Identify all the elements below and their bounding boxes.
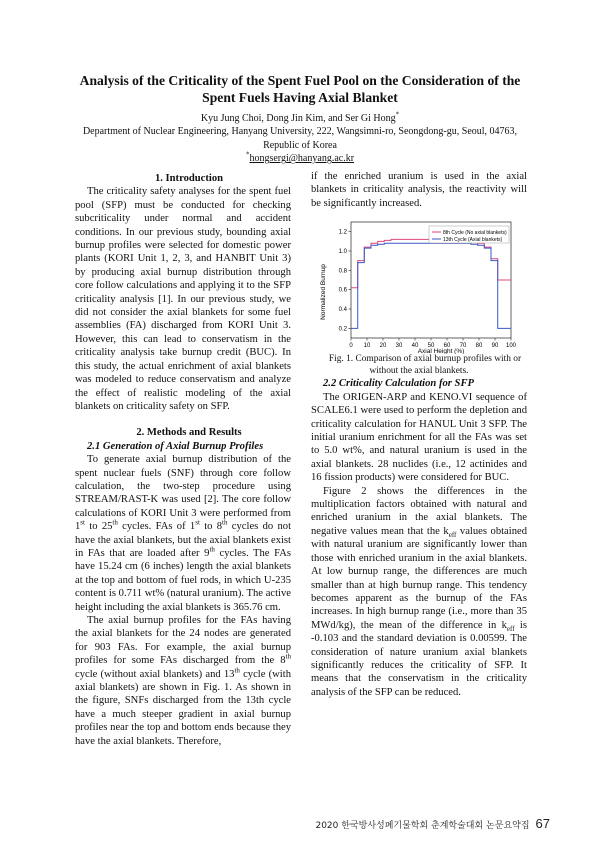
footer-proceedings-title: 2020 한국방사성폐기물학회 춘계학술대회 논문요약집 [315, 821, 530, 831]
x-tick-label: 60 [443, 343, 451, 350]
subsection-heading-2-2: 2.2 Criticality Calculation for SFP [323, 378, 474, 390]
legend-entry: 8th Cycle (No axial blankets) [443, 230, 507, 237]
section-heading-introduction: 1. Introduction [154, 173, 224, 184]
email-link[interactable]: hongsergi@hanyang.ac.kr [249, 153, 355, 165]
affiliation: Department of Nuclear Engineering, Hanyang University, 222, Wangsimni-ro, Seongdong-gu, Seoul, 04763, [82, 126, 518, 138]
x-tick-label: 30 [395, 343, 403, 350]
legend-entry: 13th Cycle (Axial blankets) [443, 237, 503, 244]
series-line-2 [351, 243, 511, 328]
page-footer [300, 816, 550, 831]
page-number: 67 [535, 816, 550, 831]
paragraph-2-2-b: Figure 2 shows the differences in the multiplication factors obtained with natural and enriched uranium in the axial blankets. The negative values mean that the $k_{eff}$ values obtained with natural uranium are significantly lower than those with enriched uranium in the axial blankets. At low burnup range, the differences are much smaller than at high burnup range. This tendency becomes apparent as the burnup of the FAs increases. In high burnup range (i.e., more than 35 MWd/kg), the mean of the difference in $k_{eff}$ is -0.103 and the standard deviation is 0.00599. The consideration of nature uranium axial blankets significantly reduces the criticality of SFP. It means that the conservatism in the criticality analysis of the SFP can be reduced. [311, 485, 527, 698]
title-line-2: Spent Fuels Having Axial Blanket [202, 90, 398, 105]
burnup-profile-chart [311, 214, 527, 354]
email-mark: * [245, 150, 250, 159]
author-names: Kyu Jung Choi, Dong Jin Kim, and Ser Gi Hong [200, 113, 396, 124]
x-tick-label: 80 [475, 343, 483, 350]
y-tick-label: 0.6 [338, 287, 347, 294]
x-tick-label: 10 [363, 343, 371, 350]
paragraph-continued: if the enriched uranium is used in the axial blankets in criticality analysis, the reactivity will be significantly increased. [311, 171, 527, 209]
paragraph-2-1-b: The axial burnup profiles for the FAs having the axial blankets for the 24 nodes are generated for 903 FAs. For example, the axial burnup profiles for some FAs discharged from the 8th cycle (without axial blankets) and 13th cycle (with axial blankets) are shown in Fig. 1. As shown in the figure, SNFs discharged from the 13th cycle have a much steeper gradient in axial burnup profiles near the top and bottom ends because they have the axial blankets. Therefore, [75, 615, 291, 747]
corresponding-mark: * [395, 110, 400, 119]
left-column [75, 172, 291, 748]
y-tick-label: 0.8 [338, 268, 347, 275]
paper-title [60, 72, 540, 106]
x-tick-label: 20 [379, 343, 387, 350]
paragraph-2-2-a: The ORIGEN-ARP and KENO.VI sequence of SCALE6.1 were used to perform the depletion and criticality calculation for HANUL Unit 3 SFP. The initial uranium enrichment for all the FAs was set to 5.0 wt%, and natural uranium is used in the axial blankets. 28 nuclides (i.e., 12 actinides and 16 fission products) were considered for BUC. [311, 391, 527, 484]
y-tick-label: 1.2 [338, 229, 347, 236]
y-tick-label: 0.4 [338, 307, 347, 314]
series-line-1 [351, 240, 511, 288]
affiliation-country: Republic of Korea [263, 139, 337, 151]
x-tick-label: 0 [349, 343, 353, 350]
y-tick-label: 0.2 [338, 326, 347, 333]
section-heading-methods: 2. Methods and Results [136, 427, 242, 439]
figure-1-chart [311, 214, 527, 354]
figure-1-caption: Fig. 1. Comparison of axial burnup profiles with or without the axial blankets. [328, 354, 522, 376]
right-column [311, 170, 527, 699]
x-tick-label: 90 [491, 343, 499, 350]
author-block [40, 112, 560, 166]
title-line-1: Analysis of the Criticality of the Spent Fuel Pool on the Consideration of the [79, 73, 521, 88]
paragraph-2-1-a: To generate axial burnup distribution of the spent nuclear fuels (SNF) through core follow calculation, the two-step procedure using STREAM/RAST-K was used [2]. The core follow calculations of KORI Unit 3 were performed from 1st to 25th cycles. FAs of 1st to 8th cycles do not have the axial blankets, but the axial blankets exist in FAs that are loaded after 9th cycles. The FAs have 15.24 cm (6 inches) length the axial blankets at the top and bottom of fuel rods, in which U-235 content is 0.711 wt% (natural uranium). The active height including the axial blankets is 365.76 cm. [75, 454, 292, 613]
x-tick-label: 40 [411, 343, 419, 350]
subsection-heading-2-1: 2.1 Generation of Axial Burnup Profiles [87, 440, 264, 452]
y-tick-label: 1.0 [338, 249, 347, 256]
x-tick-label: 70 [459, 343, 467, 350]
y-axis-label: Normalized Burnup [320, 264, 327, 321]
x-axis-label: Axial Height (%) [417, 348, 465, 355]
x-tick-label: 50 [427, 343, 435, 350]
x-tick-label: 100 [505, 343, 517, 350]
intro-paragraph: The criticality safety analyses for the spent fuel pool (SFP) must be conducted for checking subcriticality under normal and accident conditions. In our previous study, bounding axial burnup profiles were selected for domestic power plants (KORI Unit 1, 2, 3, and HANBIT Unit 3) by producing axial burnup distribution through core follow calculations and applying it to the SFP criticality analysis [1]. In our previous study, we did not consider the axial blankets for some fuel assemblies (FA) discharged from KORI Unit 3. However, this can lead to conservatism in the criticality analysis take burnup credit (BUC). In this study, the actual enrichment of axial blankets was modeled to reduce conservatism and analyze the effect of realistic modeling of the axial blankets on criticality safety on SFP. [75, 186, 291, 412]
